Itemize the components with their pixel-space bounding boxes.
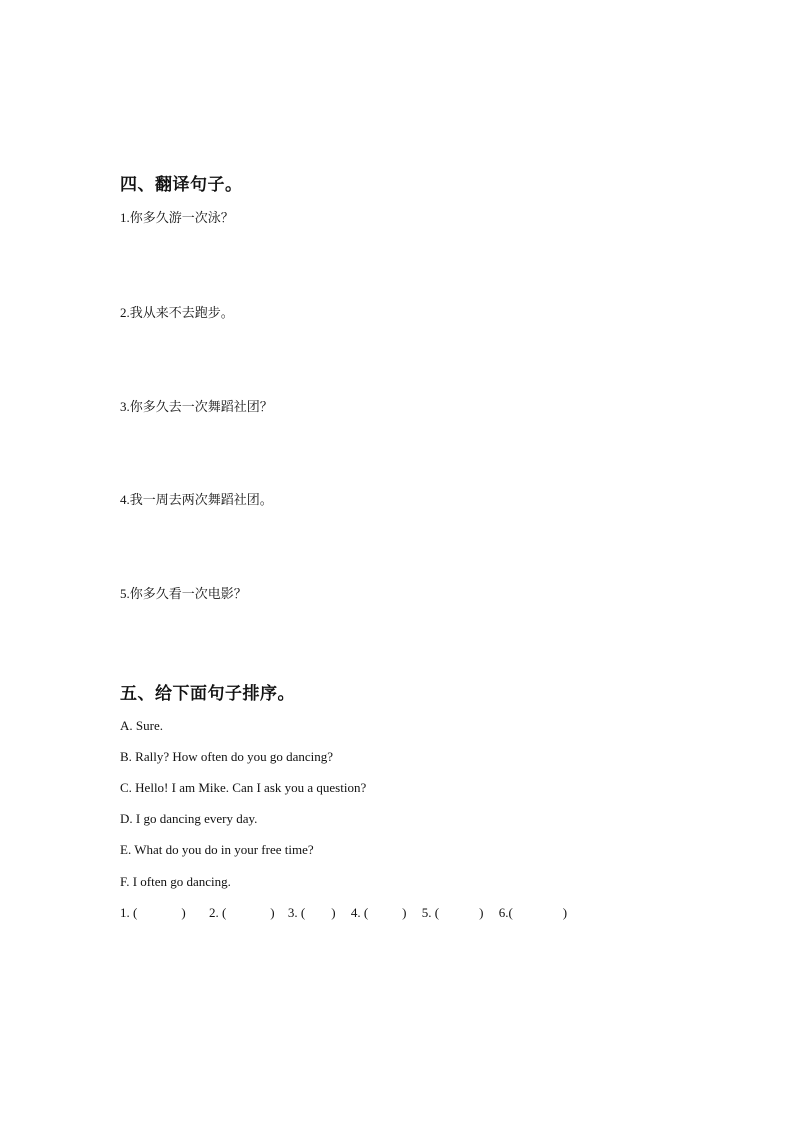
answer-slot-1[interactable] [120, 905, 186, 921]
sentence-b: B. Rally? How often do you go dancing? [120, 749, 334, 764]
translation-item-1: 1.你多久游一次泳？ [120, 210, 234, 225]
answer-slot-label: 6.( [498, 905, 513, 920]
answer-slot-close: ) [270, 905, 275, 920]
answer-slot-label: 3. ( [287, 905, 306, 920]
answer-slot-label: 5. ( [421, 905, 440, 920]
translation-item-3: 3.你多久去一次舞蹈社团？ [120, 399, 273, 414]
section-5-title: 五、给下面句子排序。 [120, 684, 295, 704]
answer-slot-close: ) [562, 905, 568, 920]
answer-row [120, 905, 567, 921]
translation-item-5: 5.你多久看一次电影？ [120, 586, 247, 601]
answer-slot-label: 1. ( [120, 905, 138, 920]
answer-slot-5[interactable] [422, 905, 484, 921]
answer-slot-close: ) [402, 905, 407, 920]
section-4-title: 四、翻译句子。 [120, 175, 243, 195]
answer-slot-close: ) [331, 905, 336, 920]
answer-slot-label: 4. ( [350, 905, 369, 920]
answer-slot-close: ) [181, 905, 186, 920]
answer-slot-2[interactable] [209, 905, 275, 921]
sentence-d: D. I go dancing every day. [120, 811, 258, 826]
answer-slot-label: 2. ( [208, 905, 227, 920]
answer-slot-close: ) [479, 905, 484, 920]
sentence-f: F. I often go dancing. [120, 874, 231, 889]
sentence-a: A. Sure. [120, 718, 163, 733]
answer-slot-6[interactable] [499, 905, 567, 921]
sentence-e: E. What do you do in your free time? [120, 842, 314, 857]
answer-slot-3[interactable] [288, 905, 336, 921]
translation-item-4: 4.我一周去两次舞蹈社团。 [120, 492, 273, 507]
translation-item-2: 2.我从来不去跑步。 [120, 305, 234, 320]
sentence-c: C. Hello! I am Mike. Can I ask you a question? [120, 780, 367, 795]
answer-slot-4[interactable] [351, 905, 407, 921]
